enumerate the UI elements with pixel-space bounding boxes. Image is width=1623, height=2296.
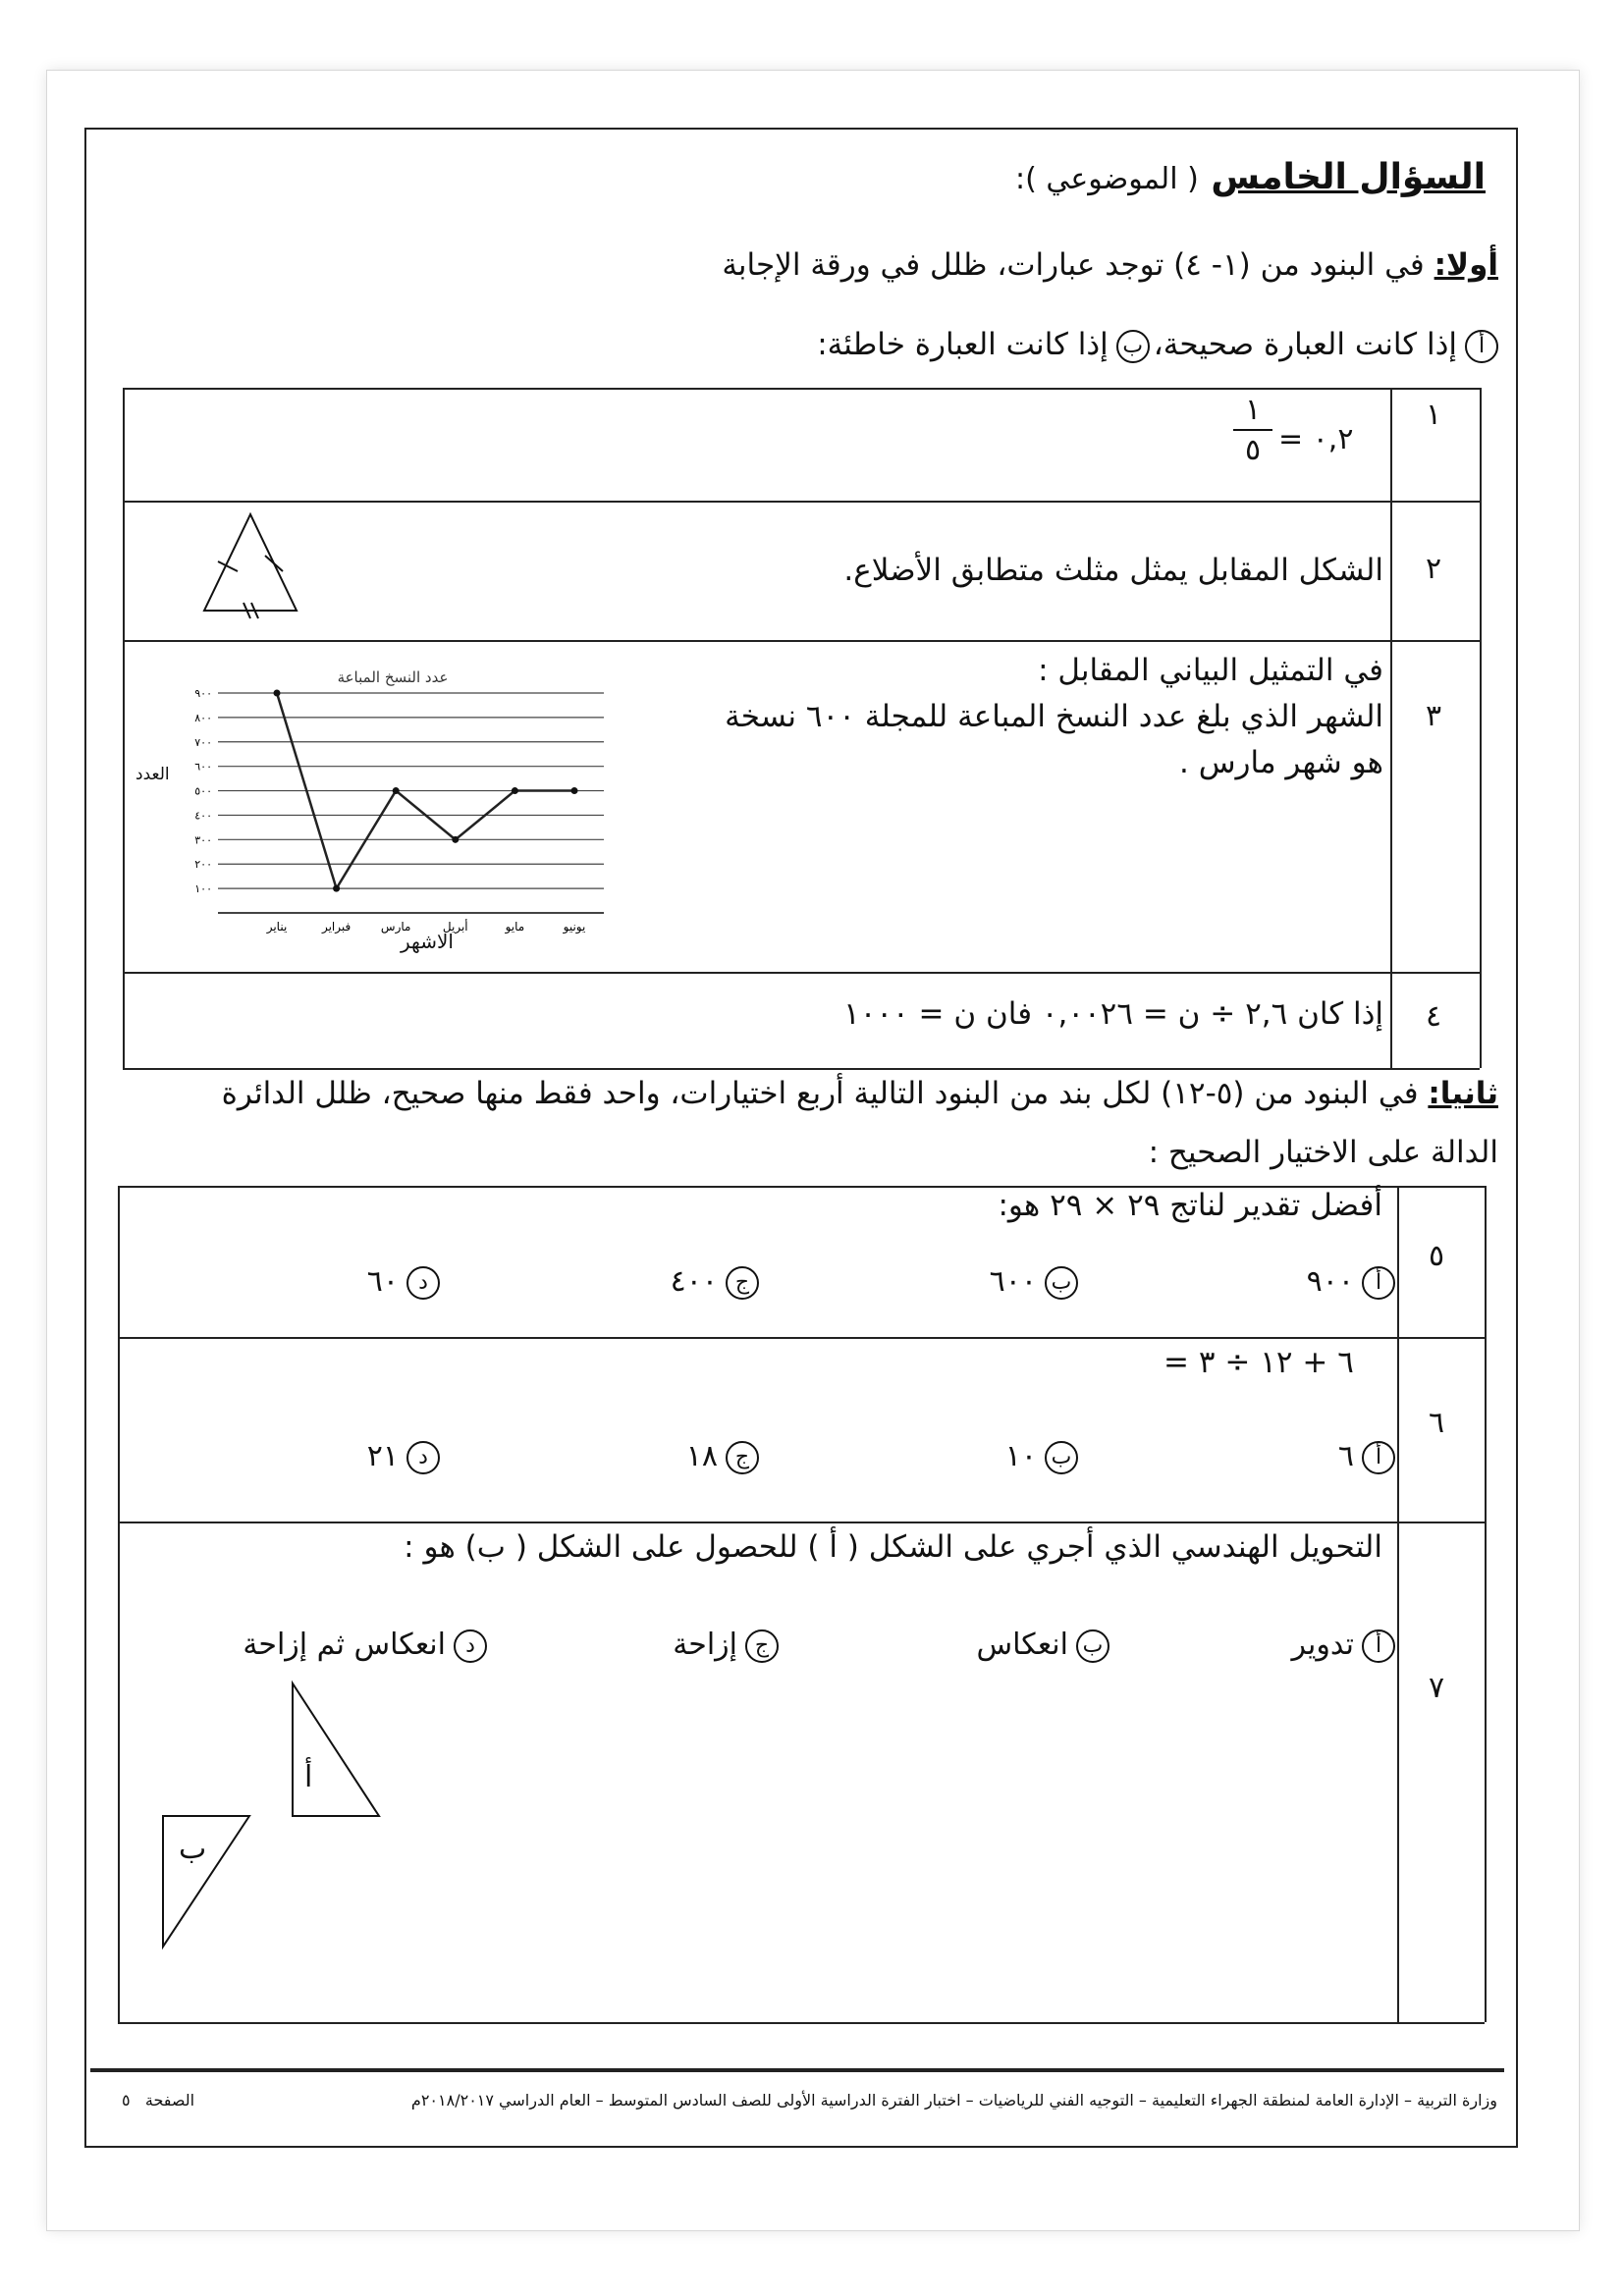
y-tick-label: ٢٠٠ xyxy=(194,858,212,872)
y-tick-label: ٦٠٠ xyxy=(194,760,212,774)
data-point xyxy=(452,836,459,843)
y-tick-label: ٧٠٠ xyxy=(194,735,212,749)
item6-option-b[interactable]: ب١٠ xyxy=(1005,1439,1078,1474)
item6-option-a[interactable]: أ٦ xyxy=(1338,1439,1395,1474)
item-number: ٥ xyxy=(1429,1239,1445,1273)
x-axis-label: الاشهر xyxy=(401,930,454,953)
page-number: الصفحة ٥ xyxy=(122,2091,195,2109)
item-number: ٦ xyxy=(1429,1406,1445,1440)
data-point xyxy=(333,885,340,892)
item3-line1: في التمثيل البياني المقابل : xyxy=(1038,653,1383,688)
part1-sub-instruction: أإذا كانت العبارة صحيحة،بإذا كانت العبارة خاطئة: xyxy=(817,327,1498,363)
footer-rule xyxy=(90,2068,1504,2072)
data-point xyxy=(274,690,281,697)
x-tick-label: يناير xyxy=(266,920,288,934)
item7-option-c[interactable]: جإزاحة xyxy=(673,1628,779,1663)
x-tick-label: فبراير xyxy=(321,920,352,934)
x-tick-label: مايو xyxy=(505,920,525,934)
part2-instruction: ثانيا: في البنود من (٥-١٢) لكل بند من البنود التالية أربع اختيارات، واحد فقط منها صحيح، ظلل الدائرة xyxy=(221,1076,1498,1111)
item1-expression: = ٠,٢ xyxy=(1278,422,1354,456)
item5-question: أفضل تقدير لناتج ٢٩ × ٢٩ هو: xyxy=(998,1188,1382,1223)
line-chart xyxy=(128,656,619,960)
item-number: ٣ xyxy=(1426,699,1442,733)
item2-statement: الشكل المقابل يمثل مثلث متطابق الأضلاع. xyxy=(843,553,1383,588)
item7-question: التحويل الهندسي الذي أجري على الشكل ( أ ) للحصول على الشكل ( ب) هو : xyxy=(404,1529,1382,1565)
item7-option-b[interactable]: بانعكاس xyxy=(977,1628,1110,1663)
item-number: ٤ xyxy=(1426,999,1442,1034)
y-tick-label: ٥٠٠ xyxy=(194,784,212,798)
item6-question: ٦ + ١٢ ÷ ٣ = xyxy=(1163,1345,1354,1380)
item7-option-d[interactable]: دانعكاس ثم إزاحة xyxy=(243,1628,487,1663)
item-number: ٢ xyxy=(1426,552,1442,586)
shape-b-label: ب xyxy=(179,1832,207,1866)
footer-text: وزارة التربية – الإدارة العامة لمنطقة الجهراء التعليمية – التوجيه الفني للرياضيات – اختبار الفترة الدراسية الأولى للصف السادس المتوسط – العام الدراسي ٢٠١٨/٢٠١٧م xyxy=(410,2091,1497,2109)
chart-title: عدد النسخ المباعة xyxy=(337,668,449,686)
data-point xyxy=(393,787,400,794)
item-number: ٧ xyxy=(1429,1671,1445,1705)
item5-option-a[interactable]: أ٩٠٠ xyxy=(1307,1264,1395,1300)
y-axis-label: العدد xyxy=(135,765,170,784)
item6-option-c[interactable]: ج١٨ xyxy=(686,1439,759,1474)
data-point xyxy=(571,787,578,794)
item-number: ١ xyxy=(1426,398,1442,432)
option-circle-b: ب xyxy=(1116,330,1150,363)
item3-line2: الشهر الذي بلغ عدد النسخ المباعة للمجلة ٦٠٠ نسخة xyxy=(725,699,1383,734)
x-tick-label: يونيو xyxy=(563,920,586,934)
triangle-figure xyxy=(196,510,304,620)
y-tick-label: ٣٠٠ xyxy=(194,833,212,847)
item5-option-d[interactable]: د٦٠ xyxy=(367,1264,440,1300)
question-title: السؤال الخامس ( الموضوعي ): xyxy=(1014,157,1486,197)
item5-option-c[interactable]: ج٤٠٠ xyxy=(671,1264,759,1300)
x-tick-label: أبريل xyxy=(442,920,468,934)
fraction: ١ ٥ xyxy=(1233,393,1272,467)
y-tick-label: ١٠٠ xyxy=(194,882,212,896)
part2-instruction-2: الدالة على الاختيار الصحيح : xyxy=(1148,1135,1498,1170)
item5-option-b[interactable]: ب٦٠٠ xyxy=(990,1264,1078,1300)
item6-option-d[interactable]: د٢١ xyxy=(367,1439,440,1474)
x-tick-label: مارس xyxy=(380,920,411,934)
item4-statement: إذا كان ٢,٦ ÷ ن = ٠,٠٠٢٦ فان ن = ١٠٠٠ xyxy=(843,996,1383,1032)
item7-option-a[interactable]: أتدوير xyxy=(1292,1628,1396,1663)
y-tick-label: ٨٠٠ xyxy=(194,711,212,724)
option-circle-a: أ xyxy=(1465,330,1498,363)
y-tick-label: ٤٠٠ xyxy=(194,809,212,823)
shape-a-label: أ xyxy=(304,1760,313,1794)
item3-line3: هو شهر مارس . xyxy=(1178,745,1383,780)
part1-instruction: أولا: في البنود من (١- ٤) توجد عبارات، ظلل في ورقة الإجابة xyxy=(722,247,1498,283)
transformation-figure xyxy=(155,1674,391,1953)
data-point xyxy=(512,787,518,794)
y-tick-label: ٩٠٠ xyxy=(194,687,212,700)
shape-a xyxy=(293,1683,379,1816)
